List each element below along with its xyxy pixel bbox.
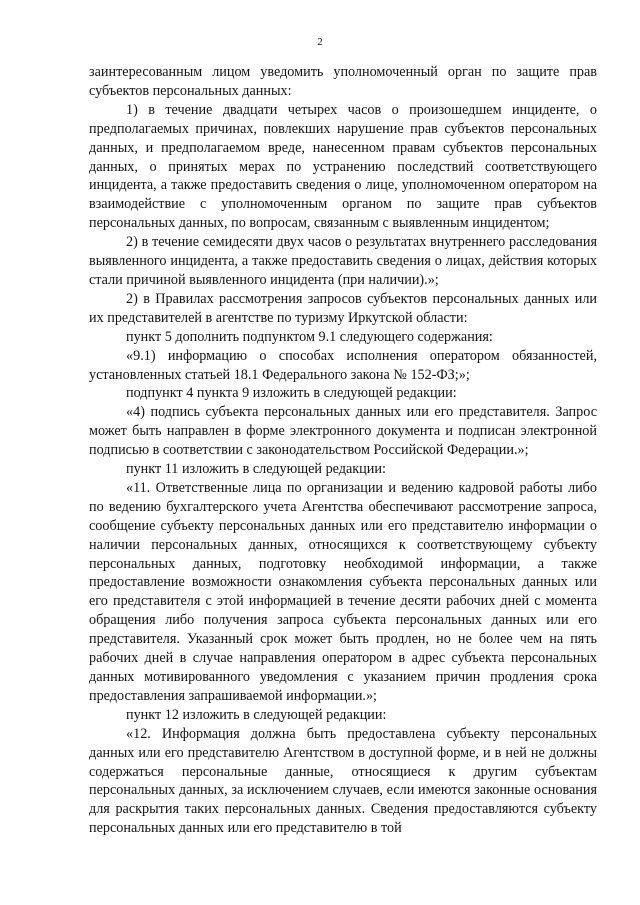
paragraph: пункт 11 изложить в следующей редакции: — [126, 461, 386, 478]
paragraph: «11. Ответственные лица по организации и ведению кадровой работы либо по ведению бухгалтерского учета Агентства обеспечивают рассмотрение запроса, сообщение субъекту персональных данных или его представителю информации о наличии персональных данных, относящихся к соответствующему субъекту персональных данных, подготовку необходимой информации, а также предоставление возможности ознакомления субъекта персональных данных или его представителя с этой информацией в течение десяти рабочих дней с момента обращения либо получения запроса субъекта персональных данных или его представителя. Указанный срок может быть продлен, но не более чем на пять рабочих дней в случае направления оператором в адрес субъекта персональных данных мотивированного уведомления с указанием причин продления срока предоставления запрашиваемой информации.»; — [89, 479, 597, 704]
paragraph: заинтересованным лицом уведомить уполномоченный орган по защите прав субъектов персональных данных: — [89, 64, 597, 99]
page-number: 2 — [317, 36, 323, 48]
document-body — [89, 63, 597, 838]
paragraph: 2) в Правилах рассмотрения запросов субъектов персональных данных или их представителей в агентстве по туризму Иркутской области: — [89, 290, 597, 326]
paragraph: 2) в течение семидесяти двух часов о результатах внутреннего расследования выявленного инцидента, а также предоставить сведения о лицах, действия которых стали причиной выявленного инцидента (при наличии).»; — [89, 234, 597, 288]
paragraph: пункт 12 изложить в следующей редакции: — [126, 706, 387, 723]
paragraph: пункт 5 дополнить подпунктом 9.1 следующего содержания: — [126, 328, 493, 345]
paragraph: «9.1) информацию о способах исполнения оператором обязанностей, установленных статьей 18.1 Федерального закона № 152-ФЗ;»; — [89, 347, 597, 383]
paragraph: «12. Информация должна быть предоставлена субъекту персональных данных или его представителю Агентством в доступной форме, и в ней не должны содержаться персональные данные, относящиеся к другим субъектам персональных данных, за исключением случаев, если имеются законные основания для раскрытия таких персональных данных. Сведения предоставляются субъекту персональных данных или его представителю в той — [89, 725, 597, 837]
paragraph: «4) подпись субъекта персональных данных или его представителя. Запрос может быть направлен в форме электронного документа и подписан электронной подписью в соответствии с законодательством Российской Федерации.»; — [89, 404, 597, 459]
paragraph: подпункт 4 пункта 9 изложить в следующей редакции: — [126, 385, 457, 402]
paragraph: 1) в течение двадцати четырех часов о произошедшем инциденте, о предполагаемых причинах, повлекших нарушение прав субъектов персональных данных, и предполагаемом вреде, нанесенном правам субъектов персональных данных, о принятых мерах по устранению последствий соответствующего инцидента, а также предоставить сведения о лице, уполномоченном оператором на взаимодействие с уполномоченным органом по защите прав субъектов персональных данных, по вопросам, связанным с выявленным инцидентом; — [89, 101, 597, 232]
